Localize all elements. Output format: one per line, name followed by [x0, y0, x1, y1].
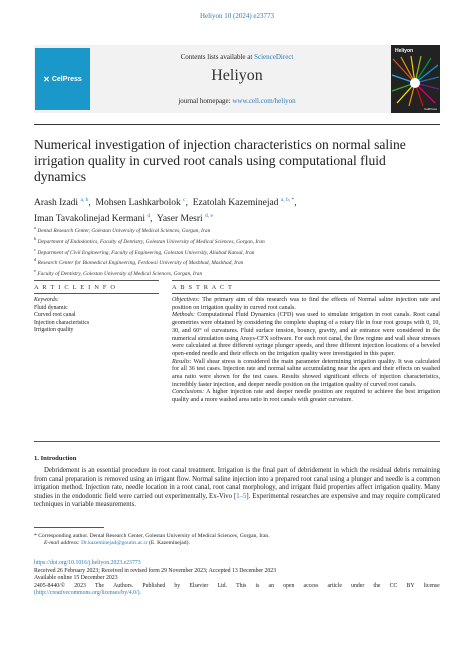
- journal-cover[interactable]: [391, 45, 440, 113]
- abstract-paragraph: Objectives: The primary aim of this research was to find the effects of Normal saline injection rate and position on irrigation quality in curved root canals.: [172, 297, 440, 311]
- author-affiliation-mark[interactable]: d, e: [205, 213, 213, 220]
- sciencedirect-link[interactable]: ScienceDirect: [254, 53, 294, 61]
- affiliation-item: $^c$ Department of Civil Engineering, Faculty of Engineering, Golestan University, Aliabad Katoul, Iran: [34, 246, 255, 256]
- cover-art: [391, 55, 440, 107]
- abstract-paragraph: Conclusions: A higher injection rate and deeper needle position are required to achieve the best irrigation quality and a more washed area ratio in root canals with greater curvature.: [172, 389, 440, 404]
- cellpress-label: CelPress: [51, 75, 82, 83]
- corresponding-author-footnote: [34, 533, 440, 548]
- license-link[interactable]: (http://creativecommons.org/licenses/by/4.0/).: [34, 590, 141, 597]
- dates-line: Received 26 February 2023; Received in revised form 29 November 2023; Accepted 13 December 2023: [34, 567, 277, 574]
- homepage-link[interactable]: www.cell.com/heliyon: [232, 97, 296, 105]
- journal-reference[interactable]: Heliyon 10 (2024) e23773: [199, 12, 275, 20]
- keywords-label: Keywords:: [34, 297, 59, 303]
- author-line-1: Arash Izadi $^{a, b}$, Mohsen Lashkarbolok $^c$, Ezatolah Kazeminejad $^{a, b, *}$,: [34, 197, 297, 209]
- author-affiliation-mark[interactable]: a, b, *: [280, 197, 295, 203]
- affiliation-item: $^b$ Department of Endodontics, Faculty of Dentistry, Golestan University of Medical Sciences, Gorgan, Iran: [34, 235, 265, 245]
- keyword-item: Curved root canal: [34, 312, 76, 319]
- footnote-rule: [34, 527, 104, 528]
- abstract-body: [172, 297, 440, 405]
- cellpress-mark-icon: ✕: [43, 74, 50, 84]
- cover-title: Heliyon: [395, 48, 414, 54]
- author-list: [34, 194, 434, 226]
- abstract-paragraph: Results: Wall shear stress is considered the main parameter determining irrigation quality. It was calculated for all 36 test cases. Injection rate and normal saline accumulating near the apex and their effects on washed area ratio were shown for the test cases. Results showed significant effects of injection characteristics, incredibly faster injection, and deeper needle position on the irrigation quality of curved root canals.: [172, 358, 440, 388]
- keyword-item: Fluid dynamic: [34, 304, 68, 311]
- abstract-paragraph: Methods: Computational Fluid Dynamics (CFD) was used to simulate irrigation in root canals. Root canal geometries were obtained by considering the complete shaping of a rotary file in four root groups with 0, 10, 30, and 60° of curvatures. Fluid surface tension, bouncy, gravity, and air entrance were considered in the numerical simulation using Ansys-CFX software. For each root canal, the flow regime and wall shear stresses were calculated at three different syringe plunger speeds, and three different injection locations of a beveled open-ended needle and their effects on the irrigation quality were investigated in this paper.: [172, 312, 440, 357]
- article-info-rule-mid: [34, 293, 159, 294]
- footnote-email: E-mail address: Dr.kazeminejad@goums.ac.ir (E. Kazeminejad).: [44, 540, 190, 547]
- contents-line: Contents lists available at ScienceDirect: [180, 53, 294, 61]
- author-name: Ezatolah Kazeminejad: [192, 198, 279, 209]
- doi-link[interactable]: https://doi.org/10.1016/j.heliyon.2023.e23773: [34, 560, 141, 566]
- author-affiliation-mark[interactable]: c: [183, 197, 186, 203]
- author-name: Arash Izadi: [34, 198, 79, 209]
- title-divider: [34, 124, 440, 125]
- citation-link[interactable]: 1–5: [236, 492, 247, 500]
- cellpress-logo[interactable]: [35, 48, 90, 110]
- license-line: 2405-8440/© 2023 The Authors. Published by Elsevier Ltd. This is an open access article under the CC BY license: [34, 582, 440, 589]
- keywords-block: [34, 297, 134, 335]
- journal-name: Heliyon: [211, 67, 263, 84]
- available-line: Available online 15 December 2023: [34, 575, 118, 582]
- abstract-rule-top: [172, 280, 440, 281]
- article-title: Numerical investigation of injection characteristics on normal saline irrigation quality in curved root canals using computational fluid dynamics: [34, 137, 406, 184]
- cover-publisher: CellPress: [424, 107, 437, 111]
- author-name: Mohsen Lashkarbolok: [95, 198, 181, 209]
- article-info-heading: A R T I C L E I N F O: [34, 284, 117, 291]
- keyword-item: Irrigation quality: [34, 327, 74, 334]
- author-affiliation-mark[interactable]: d: [147, 213, 151, 220]
- introduction-paragraph: Debridement is an essential procedure in root canal treatment. Irrigation is the final part of debridement in which the residual debris remaining from canal preparation is removed using an irrigant flow. Normal saline injection into a prepared root canal using a plunger and needle is a common irrigation method. Injection rate, needle location in a root canal, root canal morphology, and irrigant fluid properties affect irrigation quality. Many studies in the endodontic field were carried out experimentally, Ex-Vivo [1–5]. Experimental researches are expensive and may require complicated techniques in variable measurements.: [34, 467, 440, 509]
- affiliation-item: $^a$ Dental Research Center, Golestan University of Medical Sciences, Gorgan, Iran: [34, 225, 211, 234]
- article-metadata: [34, 560, 440, 598]
- author-line-2: Iman Tavakolinejad Kermani $^d$, Yaser Mesri $^{d, e}$: [34, 213, 213, 225]
- author-affiliation-mark[interactable]: a, b: [80, 197, 89, 203]
- author-name: Yaser Mesri: [156, 214, 203, 225]
- abstract-rule-mid: [172, 293, 440, 294]
- email-link[interactable]: Dr.kazeminejad@goums.ac.ir: [81, 540, 148, 547]
- footnote-author: * Corresponding author. Dental Research Center, Golestan University of Medical Sciences, Gorgan, Iran.: [34, 533, 270, 539]
- section-heading-introduction: 1. Introduction: [34, 455, 77, 462]
- keyword-item: Injection characteristics: [34, 319, 90, 326]
- homepage-line: journal homepage: www.cell.com/heliyon: [178, 97, 296, 105]
- affiliation-item: $^e$ Faculty of Dentistry, Golestan University of Medical Sciences, Gorgan, Iran: [34, 268, 203, 277]
- article-info-rule-top: [34, 280, 159, 281]
- abstract-heading: A B S T R A C T: [172, 284, 234, 291]
- author-name: Iman Tavakolinejad Kermani: [34, 214, 146, 225]
- affiliation-list: [34, 224, 434, 278]
- affiliation-item: $^d$ Research Center for Biomedical Engineering, Ferdowsi University of Mashhad, Mashhad, Iran: [34, 257, 244, 267]
- abstract-rule-bottom: [34, 441, 440, 442]
